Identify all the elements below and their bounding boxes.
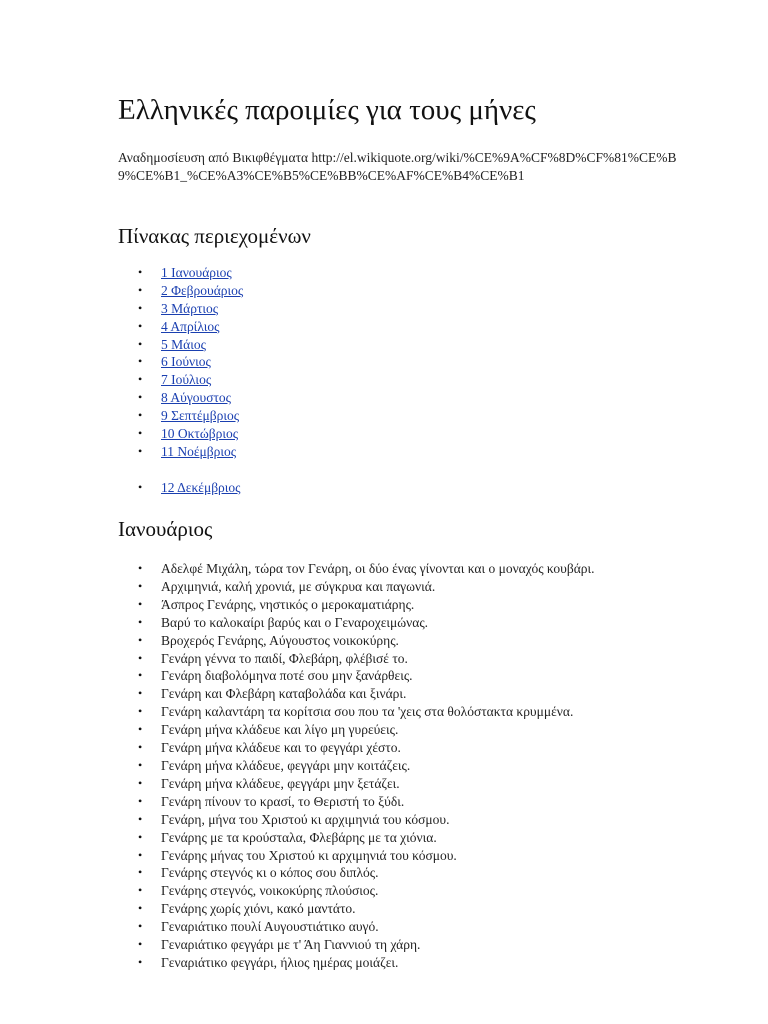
proverb-text: Γενάρη μήνα κλάδευε και το φεγγάρι χέστο. xyxy=(161,740,401,756)
toc-link[interactable]: 12 Δεκέμβριος xyxy=(161,480,241,495)
bullet-icon: • xyxy=(138,614,143,629)
toc-link[interactable]: 8 Αύγουστος xyxy=(161,390,232,406)
toc-link[interactable]: 10 Οκτώβριος xyxy=(161,426,239,442)
toc-item[interactable] xyxy=(136,371,243,389)
toc-link[interactable]: 7 Ιούλιος xyxy=(161,372,212,388)
proverb-text: Γενάρης στεγνός, νοικοκύρης πλούσιος. xyxy=(161,883,379,899)
bullet-icon: • xyxy=(138,443,143,458)
list-item xyxy=(136,667,636,685)
list-item xyxy=(136,918,636,936)
bullet-icon: • xyxy=(138,426,143,441)
bullet-icon: • xyxy=(138,811,143,826)
bullet-icon: • xyxy=(138,336,143,351)
bullet-icon: • xyxy=(138,578,143,593)
bullet-icon: • xyxy=(138,318,143,333)
bullet-icon: • xyxy=(138,686,143,701)
bullet-icon: • xyxy=(138,282,143,297)
toc-item[interactable] xyxy=(136,425,243,443)
bullet-icon: • xyxy=(138,354,143,369)
toc-list xyxy=(136,264,243,461)
toc-item[interactable] xyxy=(136,353,243,371)
bullet-icon: • xyxy=(138,865,143,880)
bullet-icon: • xyxy=(138,390,143,405)
proverb-text: Γενάρη μήνα κλάδευε και λίγο μη γυρεύεις. xyxy=(161,722,399,738)
list-item xyxy=(136,936,636,954)
list-item xyxy=(136,847,636,865)
toc-heading: Πίνακας περιεχομένων xyxy=(118,224,311,248)
toc-link[interactable]: 1 Ιανουάριος xyxy=(161,265,232,280)
toc-link[interactable]: 5 Μάιος xyxy=(161,336,206,352)
bullet-icon: • xyxy=(138,480,143,494)
bullet-icon: • xyxy=(138,704,143,719)
toc-link[interactable]: 6 Ιούνιος xyxy=(161,354,211,370)
bullet-icon: • xyxy=(138,919,143,934)
toc-link[interactable]: 3 Μάρτιος xyxy=(161,300,219,316)
proverb-text: Γενάρη καλαντάρη τα κορίτσια σου που τα 'χεις στα θολόστακτα κρυμμένα. xyxy=(161,704,574,720)
list-item xyxy=(136,721,636,739)
toc-item[interactable] xyxy=(136,389,243,407)
attribution-text: Αναδημοσίευση από Βικιφθέγματα http://el.wikiquote.org/wiki/%CE%9A%CF%8D%CF%81%CE%B9%CE%B1_%CE%A3%CE%B5%CE%BB%CE%AF%CE%B4%CE%B1 xyxy=(118,150,677,183)
toc-item[interactable] xyxy=(136,443,243,461)
list-item xyxy=(136,811,636,829)
proverb-text: Γεναριάτικο πουλί Αυγουστιάτικο αυγό. xyxy=(161,919,379,935)
toc-item[interactable] xyxy=(136,479,241,497)
proverb-text: Γενάρης χωρίς χιόνι, κακό μαντάτο. xyxy=(161,901,356,917)
toc-link[interactable]: 11 Νοέμβριος xyxy=(161,443,237,459)
proverb-list-january xyxy=(136,560,636,972)
list-item xyxy=(136,829,636,847)
list-item xyxy=(136,757,636,775)
bullet-icon: • xyxy=(138,757,143,772)
toc-item[interactable] xyxy=(136,407,243,425)
list-item xyxy=(136,775,636,793)
toc-item[interactable] xyxy=(136,264,243,282)
proverb-text: Γεναριάτικο φεγγάρι με τ' Άη Γιαννιού τη χάρη. xyxy=(161,937,421,953)
bullet-icon: • xyxy=(138,775,143,790)
bullet-icon: • xyxy=(138,883,143,898)
bullet-icon: • xyxy=(138,265,143,279)
proverb-text: Γενάρη, μήνα του Χριστού κι αρχιμηνιά του κόσμου. xyxy=(161,811,450,827)
bullet-icon: • xyxy=(138,847,143,862)
bullet-icon: • xyxy=(138,793,143,808)
proverb-text: Γενάρη μήνα κλάδευε, φεγγάρι μην κοιτάζεις. xyxy=(161,757,411,773)
toc-link[interactable]: 4 Απρίλιος xyxy=(161,318,220,334)
list-item xyxy=(136,793,636,811)
proverb-text: Γενάρη μήνα κλάδευε, φεγγάρι μην ξετάζει. xyxy=(161,775,400,791)
list-item xyxy=(136,882,636,900)
page-title: Ελληνικές παροιμίες για τους μήνες xyxy=(118,94,536,126)
bullet-icon: • xyxy=(138,596,143,611)
bullet-icon: • xyxy=(138,722,143,737)
bullet-icon: • xyxy=(138,650,143,665)
proverb-text: Άσπρος Γενάρης, νηστικός ο μεροκαματιάρης. xyxy=(161,596,415,612)
proverb-text: Γενάρης μήνας του Χριστού κι αρχιμηνιά του κόσμου. xyxy=(161,847,457,863)
proverb-text: Αδελφέ Μιχάλη, τώρα τον Γενάρη, οι δύο ένας γίνονται και ο μοναχός κουβάρι. xyxy=(161,561,595,576)
toc-item[interactable] xyxy=(136,282,243,300)
bullet-icon: • xyxy=(138,561,143,575)
list-item xyxy=(136,650,636,668)
list-item xyxy=(136,560,636,578)
toc-link[interactable]: 2 Φεβρουάριος xyxy=(161,282,244,298)
toc-list-secondary xyxy=(136,479,241,497)
bullet-icon: • xyxy=(138,954,143,969)
bullet-icon: • xyxy=(138,632,143,647)
proverb-text: Γενάρης στεγνός κι ο κόπος σου διπλός. xyxy=(161,865,379,881)
bullet-icon: • xyxy=(138,372,143,387)
list-item xyxy=(136,900,636,918)
proverb-text: Βροχερός Γενάρης, Αύγουστος νοικοκύρης. xyxy=(161,632,399,648)
list-item xyxy=(136,632,636,650)
bullet-icon: • xyxy=(138,300,143,315)
proverb-text: Βαρύ το καλοκαίρι βαρύς και ο Γεναροχειμώνας. xyxy=(161,614,429,630)
proverb-text: Γενάρη διαβολόμηνα ποτέ σου μην ξανάρθεις. xyxy=(161,668,413,684)
proverb-text: Γενάρη και Φλεβάρη καταβολάδα και ξινάρι. xyxy=(161,686,407,702)
bullet-icon: • xyxy=(138,668,143,683)
list-item xyxy=(136,614,636,632)
bullet-icon: • xyxy=(138,829,143,844)
list-item xyxy=(136,703,636,721)
list-item xyxy=(136,685,636,703)
proverb-text: Γενάρης με τα κρούσταλα, Φλεβάρης με τα χιόνια. xyxy=(161,829,437,845)
toc-item[interactable] xyxy=(136,336,243,354)
proverb-text: Αρχιμηνιά, καλή χρονιά, με σύγκρυα και παγωνιά. xyxy=(161,578,436,594)
bullet-icon: • xyxy=(138,408,143,423)
list-item xyxy=(136,954,636,972)
list-item xyxy=(136,739,636,757)
proverb-text: Γεναριάτικο φεγγάρι, ήλιος ημέρας μοιάζει. xyxy=(161,954,399,970)
toc-item[interactable] xyxy=(136,318,243,336)
list-item xyxy=(136,864,636,882)
toc-link[interactable]: 9 Σεπτέμβριος xyxy=(161,408,240,424)
list-item xyxy=(136,596,636,614)
proverb-text: Γενάρη γέννα το παιδί, Φλεβάρη, φλέβισέ το. xyxy=(161,650,408,666)
proverb-text: Γενάρη πίνουν το κρασί, το Θεριστή το ξύδι. xyxy=(161,793,405,809)
section-heading-january: Ιανουάριος xyxy=(118,517,213,541)
bullet-icon: • xyxy=(138,740,143,755)
bullet-icon: • xyxy=(138,937,143,952)
bullet-icon: • xyxy=(138,901,143,916)
toc-item[interactable] xyxy=(136,300,243,318)
list-item xyxy=(136,578,636,596)
